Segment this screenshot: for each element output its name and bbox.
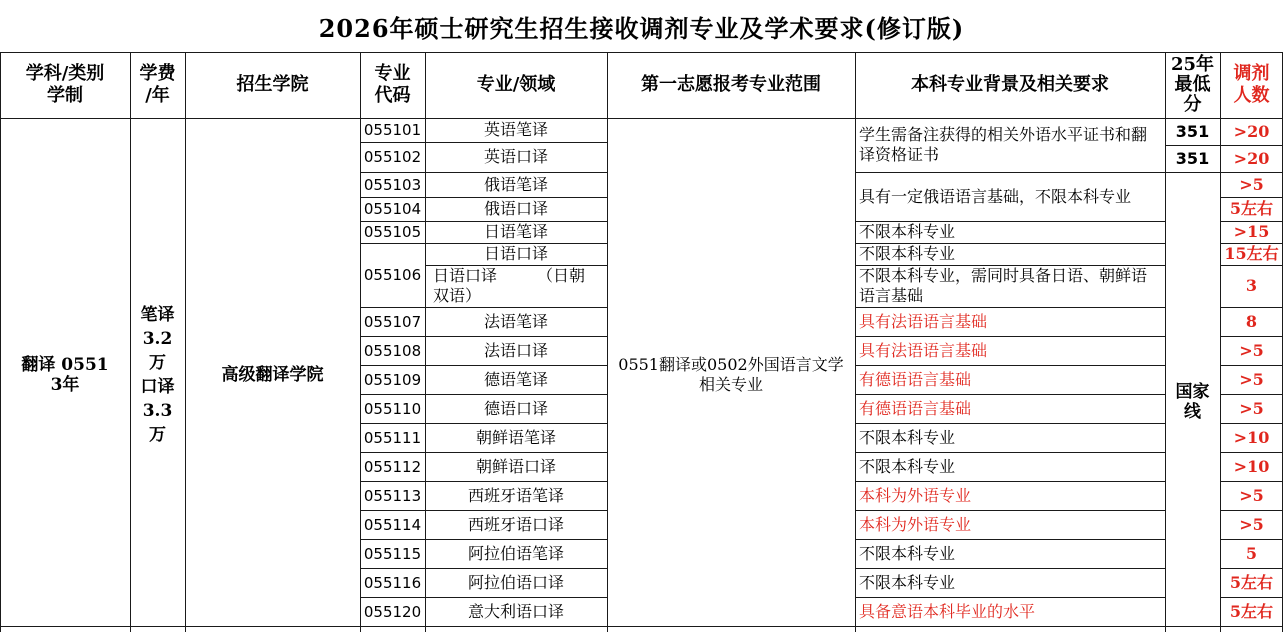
- header-college: 招生学院: [236, 74, 309, 95]
- major-cell: 英语口译: [483, 147, 548, 166]
- major-cell: 日语口译: [483, 244, 548, 263]
- grid-line: [360, 52, 361, 632]
- grid-line: [1165, 52, 1166, 632]
- major-cell: 德语口译: [483, 398, 548, 418]
- grid-line: [855, 539, 1165, 540]
- major-cell: 俄语笔译: [483, 174, 548, 194]
- grid-line: [360, 221, 607, 222]
- grid-line: [1220, 510, 1283, 511]
- grid-line: [855, 307, 1165, 308]
- major-cell: 日语笔译: [483, 222, 548, 241]
- major-cell: 阿拉伯语笔译: [467, 543, 564, 563]
- grid-line: [360, 172, 607, 173]
- requirement-cell: 不限本科专业: [859, 244, 956, 263]
- adjust-count-cell: 3: [1245, 276, 1258, 295]
- code-cell: 055112: [363, 457, 422, 476]
- adjust-count-cell: >15: [1233, 222, 1270, 241]
- grid-line: [1220, 145, 1283, 146]
- requirement-cell: 不限本科专业: [859, 572, 956, 592]
- major-cell: 法语笔译: [483, 311, 548, 331]
- grid-line: [0, 626, 1283, 627]
- grid-line: [1165, 172, 1220, 173]
- requirement-cell: 有德语语言基础: [859, 369, 972, 389]
- min-score-cell: 351: [1175, 121, 1210, 141]
- grid-line: [1220, 172, 1283, 173]
- adjust-count-cell: 8: [1245, 311, 1258, 331]
- code-cell: 055103: [363, 175, 422, 194]
- adjust-count-cell: >5: [1239, 514, 1264, 534]
- grid-line: [130, 52, 131, 632]
- grid-line: [1220, 307, 1283, 308]
- min-score-cell: 351: [1175, 148, 1210, 168]
- code-cell: 055115: [363, 544, 422, 563]
- grid-line: [360, 336, 607, 337]
- code-cell: 055111: [363, 428, 422, 447]
- grid-line: [425, 52, 426, 632]
- requirement-cell: 不限本科专业: [859, 543, 956, 563]
- grid-line: [1220, 568, 1283, 569]
- subject-cell: 翻译 0551 3年: [21, 355, 109, 395]
- header-major: 专业/领域: [476, 74, 556, 95]
- grid-line: [360, 481, 607, 482]
- major-cell: 德语笔译: [483, 369, 548, 389]
- major-cell: 意大利语口译: [467, 601, 564, 621]
- grid-line: [1220, 197, 1283, 198]
- adjust-count-cell: >20: [1233, 148, 1270, 168]
- code-cell: 055120: [363, 602, 422, 621]
- grid-line: [855, 452, 1165, 453]
- grid-line: [855, 52, 856, 632]
- grid-line: [855, 265, 1165, 266]
- adjust-count-cell: 15左右: [1224, 244, 1279, 263]
- adjust-count-cell: 5左右: [1229, 572, 1274, 592]
- grid-line: [1220, 539, 1283, 540]
- major-cell: 西班牙语口译: [467, 514, 564, 534]
- requirement-cell: 本科为外语专业: [859, 485, 972, 505]
- code-cell: 055107: [363, 312, 422, 331]
- adjust-count-cell: >5: [1239, 398, 1264, 418]
- grid-line: [0, 52, 1283, 53]
- major-cell: 俄语口译: [483, 199, 548, 218]
- code-cell: 055114: [363, 515, 422, 534]
- grid-line: [855, 336, 1165, 337]
- grid-line: [0, 118, 1283, 119]
- code-cell: 055105: [363, 223, 422, 241]
- grid-line: [360, 510, 607, 511]
- header-code: 专业 代码: [374, 63, 411, 106]
- grid-line: [855, 243, 1165, 244]
- grid-line: [1165, 145, 1220, 146]
- adjust-count-cell: 5: [1245, 543, 1258, 563]
- grid-line: [855, 172, 1165, 173]
- grid-line: [425, 265, 607, 266]
- code-cell: 055108: [363, 341, 422, 360]
- requirement-cell: 不限本科专业: [859, 222, 956, 241]
- college-cell: 高级翻译学院: [221, 365, 324, 385]
- national-line-cell: 国家 线: [1175, 382, 1210, 422]
- grid-line: [1220, 265, 1283, 266]
- major-cell: 英语笔译: [483, 120, 548, 139]
- page-title: 2026年硕士研究生招生接收调剂专业及学术要求(修订版): [318, 13, 965, 43]
- grid-line: [1220, 221, 1283, 222]
- grid-line: [1220, 365, 1283, 366]
- grid-line: [185, 52, 186, 632]
- fee-cell: 笔译 3.2 万 口译 3.3 万: [140, 305, 175, 445]
- grid-line: [607, 52, 608, 632]
- grid-line: [360, 394, 607, 395]
- code-cell: 055113: [363, 486, 422, 505]
- requirement-cell: 不限本科专业，需同时具备日语、朝鲜语语言基础: [859, 266, 1148, 305]
- grid-line: [855, 568, 1165, 569]
- grid-line: [1220, 452, 1283, 453]
- grid-line: [360, 568, 607, 569]
- requirement-cell: 具有法语语言基础: [859, 311, 988, 331]
- grid-line: [1220, 243, 1283, 244]
- major-cell: 朝鲜语笔译: [475, 427, 556, 447]
- code-cell: 055110: [363, 399, 422, 418]
- adjust-count-cell: >5: [1239, 174, 1264, 194]
- code-cell: 055109: [363, 370, 422, 389]
- grid-line: [1220, 336, 1283, 337]
- major-cell: 日语口译 （日朝双语）: [433, 266, 586, 305]
- header-adjust-count: 调剂 人数: [1233, 63, 1270, 106]
- major-cell: 朝鲜语口译: [475, 456, 556, 476]
- adjust-count-cell: 5左右: [1229, 199, 1274, 218]
- grid-line: [855, 510, 1165, 511]
- grid-line: [1220, 597, 1283, 598]
- grid-line: [855, 394, 1165, 395]
- requirement-cell: 具有一定俄语语言基础，不限本科专业: [859, 186, 1132, 206]
- major-cell: 法语口译: [483, 340, 548, 360]
- adjust-count-cell: 5左右: [1229, 601, 1274, 621]
- grid-line: [855, 221, 1165, 222]
- grid-line: [360, 197, 607, 198]
- grid-line: [360, 423, 607, 424]
- code-cell: 055101: [363, 121, 422, 139]
- major-cell: 阿拉伯语口译: [467, 572, 564, 592]
- adjust-count-cell: >10: [1233, 427, 1270, 447]
- requirement-cell: 具备意语本科毕业的水平: [859, 601, 1036, 621]
- requirement-cell: 学生需备注获得的相关外语水平证书和翻译资格证书: [859, 125, 1148, 164]
- code-cell: 055104: [363, 200, 422, 218]
- grid-line: [1220, 394, 1283, 395]
- header-subject: 学科/类别 学制: [25, 63, 105, 106]
- code-cell: 055102: [363, 148, 422, 166]
- adjust-count-cell: >20: [1233, 121, 1270, 141]
- major-cell: 西班牙语笔译: [467, 485, 564, 505]
- requirement-cell: 有德语语言基础: [859, 398, 972, 418]
- grid-line: [0, 52, 1, 632]
- header-min-score: 25年 最低 分: [1170, 54, 1215, 115]
- code-cell: 055116: [363, 573, 422, 592]
- grid-line: [1220, 481, 1283, 482]
- header-fee: 学费 /年: [139, 63, 176, 106]
- requirement-cell: 不限本科专业: [859, 456, 956, 476]
- grid-line: [855, 423, 1165, 424]
- grid-line: [360, 452, 607, 453]
- grid-line: [855, 597, 1165, 598]
- adjust-count-cell: >10: [1233, 456, 1270, 476]
- grid-line: [360, 142, 607, 143]
- requirement-cell: 不限本科专业: [859, 427, 956, 447]
- grid-line: [1220, 52, 1221, 632]
- first-choice-cell: 0551翻译或0502外国语言文学相关专业: [618, 355, 844, 394]
- adjust-count-cell: >5: [1239, 485, 1264, 505]
- grid-line: [360, 539, 607, 540]
- grid-line: [1220, 423, 1283, 424]
- grid-line: [360, 365, 607, 366]
- grid-line: [855, 365, 1165, 366]
- grid-line: [360, 243, 607, 244]
- header-first-choice: 第一志愿报考专业范围: [641, 74, 821, 95]
- requirement-cell: 具有法语语言基础: [859, 340, 988, 360]
- adjust-count-cell: >5: [1239, 369, 1264, 389]
- grid-line: [360, 307, 607, 308]
- code-cell: 055106: [363, 266, 422, 284]
- adjust-count-cell: >5: [1239, 340, 1264, 360]
- grid-line: [360, 597, 607, 598]
- header-requirements: 本科专业背景及相关要求: [911, 74, 1109, 95]
- requirement-cell: 本科为外语专业: [859, 514, 972, 534]
- grid-line: [855, 481, 1165, 482]
